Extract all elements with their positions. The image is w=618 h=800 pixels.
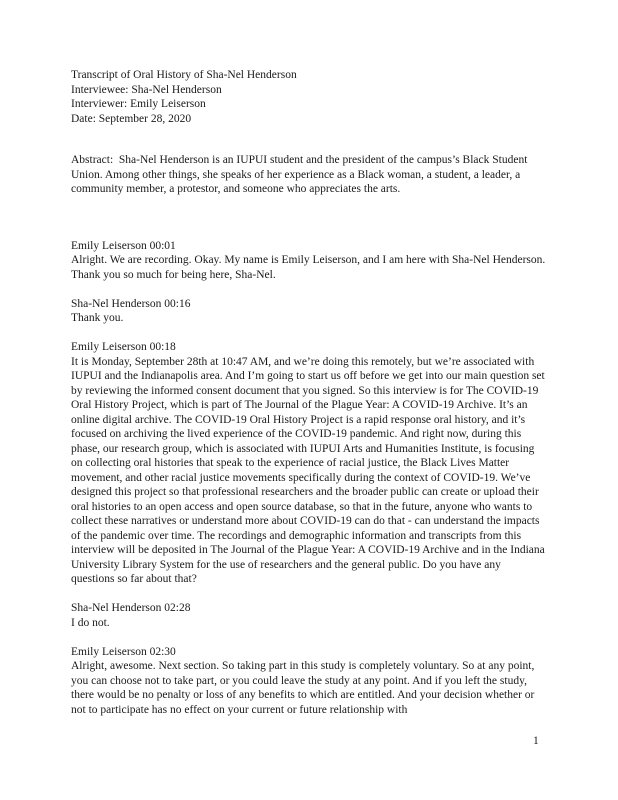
entry-text: Thank you. [71,312,124,324]
speaker-line [71,297,546,312]
document-title: Transcript of Oral History of Sha-Nel Henderson [71,69,297,81]
speaker-name: Sha-Nel Henderson [71,602,162,614]
speaker-line [71,601,546,616]
abstract-paragraph: Abstract: Sha-Nel Henderson is an IUPUI student and the president of the campus’s Black Student Union. Among other things, she speaks of her experience as a Black woman, a student, a leader, a community member, a protestor, and someone who appreciates the arts. [71,154,531,195]
timestamp: 02:30 [149,645,176,658]
transcript-entry [71,601,546,630]
timestamp: 00:01 [149,239,176,252]
page-number: 1 [533,735,539,747]
timestamp: 02:28 [164,602,191,614]
speaker-name: Sha-Nel Henderson [71,297,162,310]
entry-text: I do not. [71,616,110,629]
entry-text: It is Monday, September 28th at 10:47 AM, and we’re doing this remotely, but we’re associated with IUPUI and the Indianapolis area. And I’m going to start us off before we get into our main question set by reviewing the informed consent document that you signed. So this interview is for The COVID-19 Oral History Project, which is part of The Journal of the Plague Year: A COVID-19 Archive. It’s an online digital archive. The COVID-19 Oral History Project is a rapid response oral history, and it’s focused on archiving the lived experience of the COVID-19 pandemic. And right now, during this phase, our research group, which is associated with IUPUI Arts and Humanities Institute, is focusing on collecting oral histories that speak to the experience of racial justice, the Black Lives Matter movement, and other racial justice movements specifically during the context of COVID-19. We’ve designed this project so that professional researchers and the broader public can create or upload their oral histories to an open access and open source database, so that in the future, anyone who wants to collect these narratives or understand more about COVID-19 can do that - can understand the impacts of the pandemic over time. The recordings and demographic information and transcripts from this interview will be deposited in The Journal of the Plague Year: A COVID-19 Archive and in the Indiana University Library System for the use of researchers and the general public. Do you have any questions so far about that? [71,355,548,585]
transcript-entry [71,340,546,587]
transcript-entry [71,239,546,283]
speaker-name: Emily Leiserson [71,645,147,658]
speaker-name: Emily Leiserson [71,239,147,252]
interviewee-line: Interviewee: Sha-Nel Henderson [71,83,222,96]
interviewer-line: Interviewer: Emily Leiserson [71,98,206,110]
timestamp: 00:16 [164,297,191,310]
transcript-entry [71,645,546,718]
speaker-name: Emily Leiserson [71,341,147,353]
transcript-body [71,239,546,718]
entry-text: Alright, awesome. Next section. So taking part in this study is completely voluntary. So at any point, you can choose not to take part, or you could leave the study at any point. And if you left the study, there would be no penalty or loss of any benefits to which are entitled. And your decision whether or not to participate has no effect on your current or future relationship with [71,660,538,716]
speaker-line [71,239,546,254]
speaker-line [71,645,546,660]
speaker-line [71,340,546,355]
transcript-entry [71,297,546,326]
entry-text: Alright. We are recording. Okay. My name is Emily Leiserson, and I am here with Sha-Nel Henderson. Thank you so much for being here, Sha-Nel. [71,254,548,281]
date-line: Date: September 28, 2020 [71,112,192,125]
document-header [71,68,546,126]
timestamp: 00:18 [149,341,176,353]
